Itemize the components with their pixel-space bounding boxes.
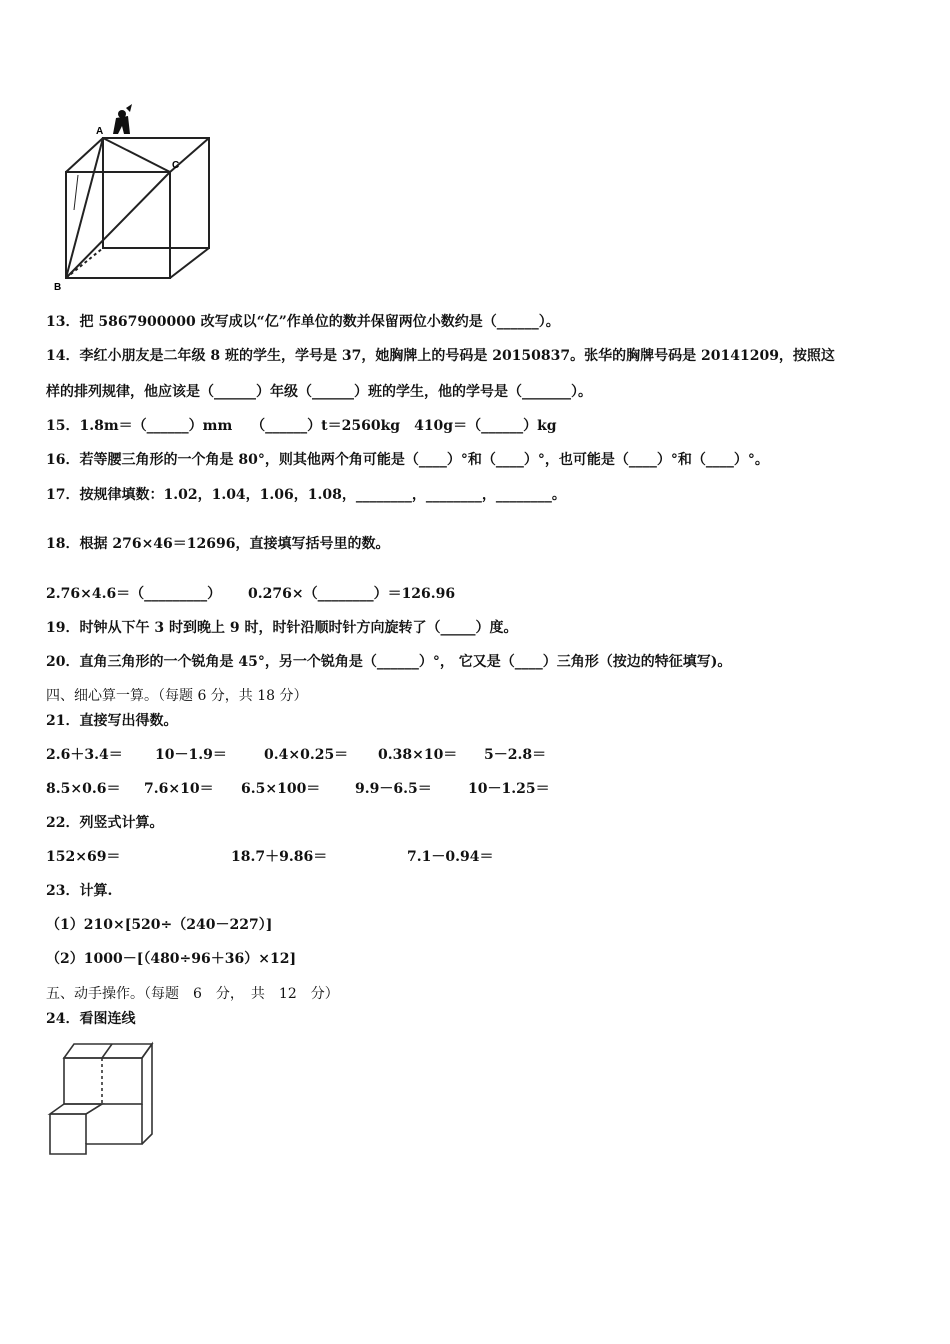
question-24: 24．看图连线 — [46, 1011, 136, 1027]
section-5-heading: 五、动手操作。（每题 6 分， 共 12 分） — [46, 986, 339, 1002]
label-b: B — [54, 282, 62, 292]
question-18-a: 2.76×4.6＝（_________） — [46, 586, 222, 602]
q23-item-2: （2）1000－[（480÷96＋36）×12] — [46, 951, 297, 967]
label-c: C — [172, 160, 180, 171]
q23-item-1: （1）210×[520÷（240－227）] — [46, 917, 273, 933]
label-a: A — [96, 126, 104, 137]
q22-item: 7.1－0.94＝ — [407, 849, 494, 865]
question-17: 17．按规律填数：1.02，1.04，1.06，1.08，________，________，________。 — [46, 487, 566, 503]
question-18-b: 0.276×（________）＝126.96 — [248, 586, 456, 602]
q21-item: 9.9－6.5＝ — [355, 781, 432, 797]
question-21: 21．直接写出得数。 — [46, 713, 178, 729]
question-16: 16．若等腰三角形的一个角是 80°，则其他两个角可能是（____）°和（____）°，也可能是（____）°和（____）°。 — [46, 452, 769, 468]
q21-item: 10－1.9＝ — [155, 747, 227, 763]
question-15: 15．1.8m＝（______）mm （______）t＝2560kg 410g＝（______）kg — [46, 418, 557, 434]
question-20: 20．直角三角形的一个锐角是 45°，另一个锐角是（______）°， 它又是（____）三角形（按边的特征填写)。 — [46, 654, 732, 670]
q21-item: 0.4×0.25＝ — [264, 747, 349, 763]
cube-back-face — [103, 138, 209, 248]
diagonal-ab — [66, 138, 103, 278]
q21-item: 10－1.25＝ — [468, 781, 550, 797]
diagonal-ac — [103, 138, 170, 172]
q21-item: 5－2.8＝ — [484, 747, 547, 763]
small-figure-silhouette — [113, 104, 132, 134]
question-22: 22．列竖式计算。 — [46, 815, 164, 831]
question-23: 23．计算. — [46, 883, 113, 899]
question-18: 18．根据 276×46＝12696，直接填写括号里的数。 — [46, 536, 390, 552]
q21-item: 8.5×0.6＝ — [46, 781, 121, 797]
question-13: 13．把 5867900000 改写成以“亿”作单位的数并保留两位小数约是（______）。 — [46, 314, 560, 330]
diagonal-cb — [66, 172, 170, 278]
q22-item: 152×69＝ — [46, 849, 121, 865]
q21-item: 2.6＋3.4＝ — [46, 747, 123, 763]
cube-figure — [46, 100, 226, 292]
q21-item: 6.5×100＝ — [241, 781, 321, 797]
q21-item: 7.6×10＝ — [144, 781, 214, 797]
stacked-cubes-figure — [46, 1040, 158, 1158]
top-face — [64, 1044, 152, 1058]
front-upper — [64, 1058, 142, 1104]
q21-item: 0.38×10＝ — [378, 747, 458, 763]
right-face — [142, 1044, 152, 1144]
q22-item: 18.7＋9.86＝ — [231, 849, 328, 865]
question-14-line2: 样的排列规律，他应该是（______）年级（______）班的学生，他的学号是（_______）。 — [46, 384, 592, 400]
question-14-line1: 14．李红小朋友是二年级 8 班的学生，学号是 37，她胸牌上的号码是 20150837。张华的胸牌号码是 20141209，按照这 — [46, 348, 835, 364]
section-4-heading: 四、细心算一算。（每题 6 分，共 18 分） — [46, 688, 308, 704]
question-19: 19．时钟从下午 3 时到晚上 9 时，时针沿顺时针方向旋转了（_____）度。 — [46, 620, 518, 636]
